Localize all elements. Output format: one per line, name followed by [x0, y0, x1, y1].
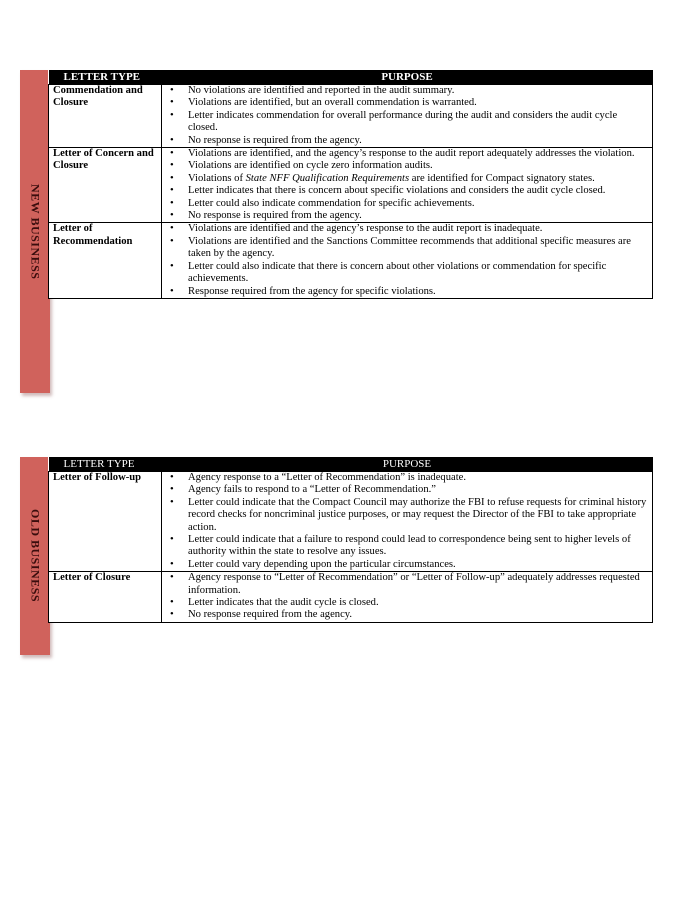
old-business-body	[49, 472, 653, 623]
bullet-text: Letter could indicate that the Compact Council may authorize the FBI to refuse requests for criminal history record checks for noncriminal justice purposes, or may request the Director of the FBI to take appropriate action.	[188, 496, 647, 533]
bullet-text: Violations are identified, but an overall commendation is warranted.	[188, 97, 477, 109]
bullet-text: Violations are identified and the agency’s response to the audit report is inadequate.	[188, 223, 543, 235]
table-row	[49, 472, 653, 572]
bullet-text: Violations are identified, and the agency’s response to the audit report adequately addresses the violation.	[188, 148, 635, 160]
bullet-text: No response is required from the agency.	[188, 210, 362, 222]
list-item	[162, 597, 652, 609]
bullet-text: Agency fails to respond to a “Letter of Recommendation.”	[188, 484, 436, 496]
purpose-header: PURPOSE	[162, 457, 653, 472]
purpose-list	[162, 223, 652, 297]
old-business-header-row	[49, 457, 653, 472]
letter-type-cell: Letter of Concern and Closure	[49, 148, 162, 223]
purpose-cell	[162, 148, 653, 223]
bullet-text: Response required from the agency for specific violations.	[188, 285, 436, 297]
table-row	[49, 148, 653, 223]
bullet-text: Letter indicates commendation for overall performance during the audit and considers the audit cycle closed.	[188, 109, 618, 134]
old-business-section	[28, 457, 652, 623]
list-item	[162, 160, 652, 172]
new-business-section	[28, 70, 652, 299]
emphasized-text: State NFF Qualification Requirements	[245, 172, 410, 184]
bullet-text: Violations are identified and the Sanctions Committee recommends that additional specific measures are taken by the agency.	[188, 235, 631, 260]
letter-type-cell: Letter of Closure	[49, 572, 162, 623]
letter-type-cell: Commendation and Closure	[49, 85, 162, 148]
letter-type-header: LETTER TYPE	[49, 70, 162, 85]
list-item	[162, 210, 652, 222]
list-item	[162, 609, 652, 621]
letter-type-cell: Letter of Recommendation	[49, 223, 162, 298]
list-item	[162, 534, 652, 559]
purpose-cell	[162, 572, 653, 623]
bullet-text: No violations are identified and reported in the audit summary.	[188, 85, 455, 96]
purpose-cell	[162, 85, 653, 148]
list-item	[162, 472, 652, 484]
bullet-text: Letter could also indicate that there is concern about other violations or commendation for specific achievements.	[188, 260, 607, 285]
new-business-body	[49, 85, 653, 299]
table-row	[49, 223, 653, 298]
new-business-header-row	[49, 70, 653, 85]
list-item	[162, 148, 652, 160]
bullet-text: Letter indicates that the audit cycle is closed.	[188, 597, 379, 609]
letter-type-cell: Letter of Follow-up	[49, 472, 162, 572]
bullet-text: No response is required from the agency.	[188, 134, 362, 146]
bullet-text: are identified for Compact signatory states.	[409, 172, 595, 184]
list-item	[162, 173, 652, 185]
purpose-cell	[162, 472, 653, 572]
bullet-text: Agency response to a “Letter of Recommendation” is inadequate.	[188, 472, 466, 483]
list-item	[162, 85, 652, 97]
bullet-text: Letter could vary depending upon the particular circumstances.	[188, 558, 456, 570]
list-item	[162, 497, 652, 534]
list-item	[162, 198, 652, 210]
table-row	[49, 572, 653, 623]
purpose-list	[162, 572, 652, 622]
list-item	[162, 559, 652, 571]
list-item	[162, 223, 652, 235]
purpose-list	[162, 148, 652, 222]
bullet-text: Letter indicates that there is concern about specific violations and considers the audit cycle closed.	[188, 185, 606, 197]
list-item	[162, 185, 652, 197]
bullet-text: Letter could also indicate commendation for specific achievements.	[188, 197, 475, 209]
list-item	[162, 110, 652, 135]
letter-type-header: LETTER TYPE	[49, 457, 162, 472]
bullet-text: Agency response to “Letter of Recommendation” or “Letter of Follow-up” adequately addresses requested information.	[188, 572, 640, 596]
new-business-table	[48, 70, 653, 299]
purpose-list	[162, 85, 652, 147]
new-business-side-label: NEW BUSINESS	[28, 183, 43, 280]
list-item	[162, 572, 652, 597]
list-item	[162, 484, 652, 496]
list-item	[162, 135, 652, 147]
list-item	[162, 261, 652, 286]
list-item	[162, 97, 652, 109]
purpose-header: PURPOSE	[162, 70, 653, 85]
purpose-cell	[162, 223, 653, 298]
old-business-side-tab	[20, 457, 50, 655]
old-business-side-label: OLD BUSINESS	[28, 509, 43, 603]
bullet-text: Violations are identified on cycle zero information audits.	[188, 160, 433, 172]
new-business-side-tab	[20, 70, 50, 393]
list-item	[162, 286, 652, 298]
purpose-list	[162, 472, 652, 571]
bullet-text: Letter could indicate that a failure to respond could lead to correspondence being sent to higher levels of authority within the state to resolve any issues.	[188, 534, 631, 558]
old-business-table	[48, 457, 653, 623]
table-row	[49, 85, 653, 148]
bullet-text: No response required from the agency.	[188, 609, 353, 621]
bullet-text: Violations of	[188, 172, 246, 184]
list-item	[162, 236, 652, 261]
